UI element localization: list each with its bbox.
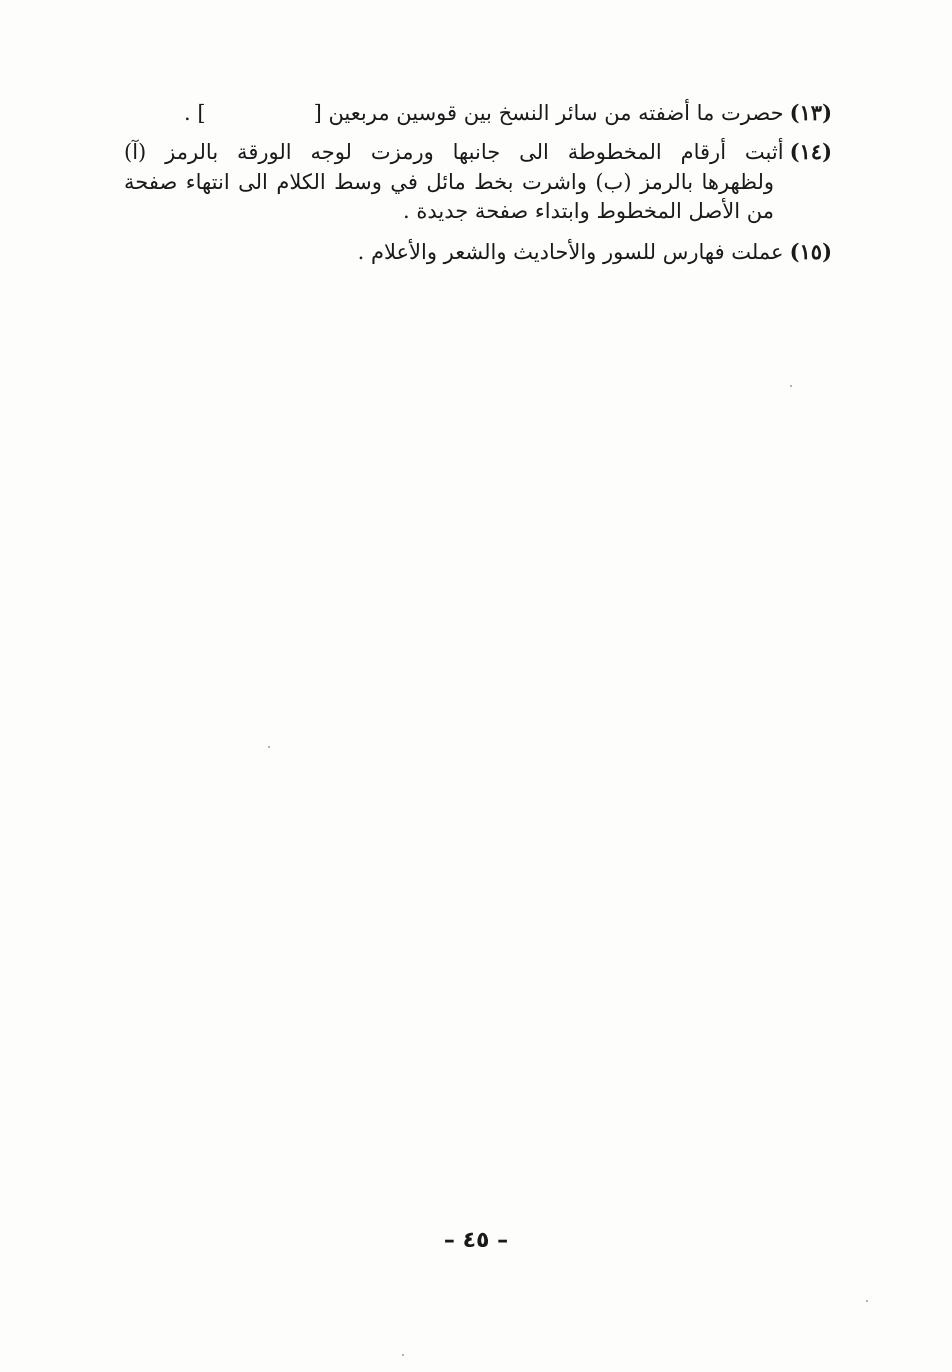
note-14-line-2: ولظهرها بالرمز (ب) واشرت بخط مائل في وسط الكلام الى انتهاء صفحة xyxy=(124,169,774,194)
scan-speck xyxy=(402,1354,404,1356)
scan-speck xyxy=(866,1300,868,1302)
note-13-number: (١٣) xyxy=(789,100,832,125)
note-13-text: حصرت ما أضفته من سائر النسخ بين قوسين مربعين [ xyxy=(313,101,784,125)
note-13 xyxy=(124,98,832,129)
note-14-number: (١٤) xyxy=(789,138,832,164)
note-14-line-3: من الأصل المخطوط وابتداء صفحة جديدة . xyxy=(403,199,774,224)
note-13-closing: ] . xyxy=(184,101,206,125)
note-15-text: عملت فهارس للسور والأحاديث والشعر والأعلام . xyxy=(357,240,784,265)
note-14-text-1: أثبت أرقام المخطوطة الى جانبها ورمزت لوجه الورقة بالرمز (آ) xyxy=(124,139,784,164)
notes-list xyxy=(124,98,832,268)
note-14-line-1 xyxy=(124,137,832,168)
scan-speck xyxy=(790,385,792,387)
note-15 xyxy=(124,237,832,268)
scan-speck xyxy=(268,746,270,748)
page-number: – ٤٥ – xyxy=(443,1228,509,1253)
note-14 xyxy=(124,137,832,227)
note-15-number: (١٥) xyxy=(789,239,832,265)
